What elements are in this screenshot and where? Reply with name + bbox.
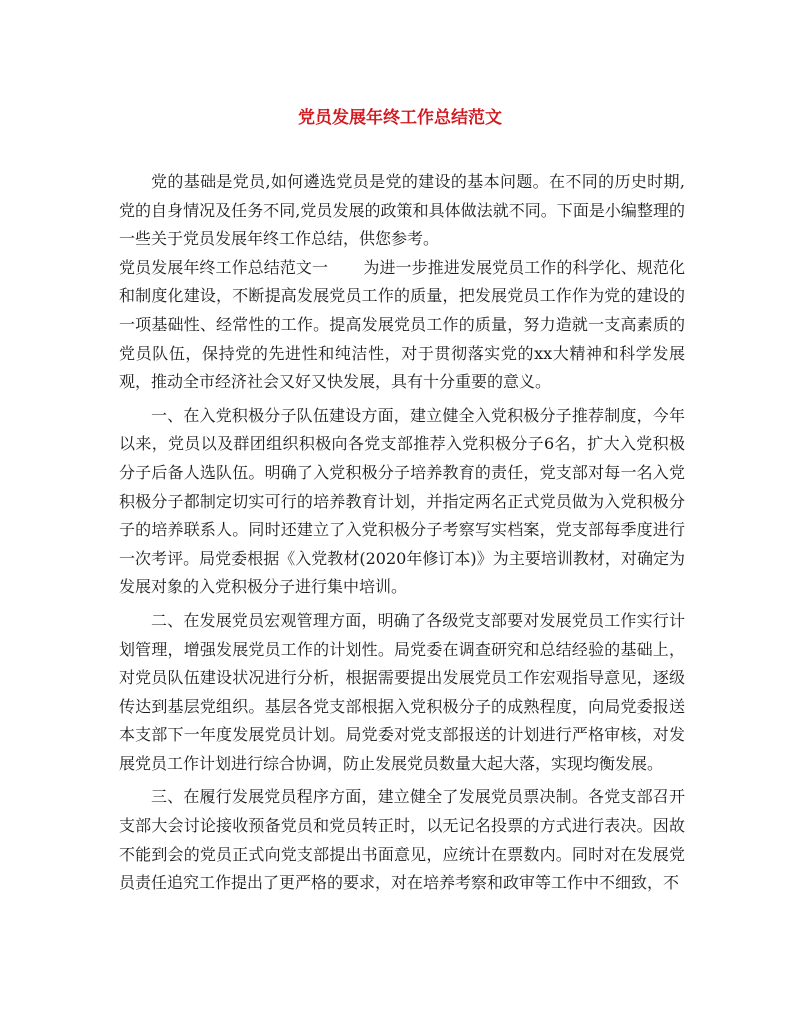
intro-paragraph: 党的基础是党员,如何遴选党员是党的建设的基本问题。在不同的历史时期,党的自身情况及任务不同,党员发展的政策和具体做法就不同。下面是小编整理的一些关于党员发展年终工作总结，供您参考。 xyxy=(119,172,685,249)
body-paragraph-1: 一、在入党积极分子队伍建设方面，建立健全入党积极分子推荐制度，今年以来，党员以及群团组织积极向各党支部推荐入党积极分子6名，扩大入党积极分子后备人选队伍。明确了入党积极分子培养教育的责任，党支部对每一名入党积极分子都制定切实可行的培养教育计划，并指定两名正式党员做为入党积极分子的培养联系人。同时还建立了入党积极分子考察写实档案，党支部每季度进行一次考评。局党委根据《入党教材(2020年修订本)》为主要培训教材，对确定为发展对象的入党积极分子进行集中培训。 xyxy=(119,405,685,597)
document-title: 党员发展年终工作总结范文 xyxy=(298,108,502,128)
body-paragraph-2: 二、在发展党员宏观管理方面，明确了各级党支部要对发展党员工作实行计划管理，增强发展党员工作的计划性。局党委在调查研究和总结经验的基础上，对党员队伍建设状况进行分析，根据需要提出发展党员工作宏观指导意见，逐级传达到基层党组织。基层各党支部根据入党积极分子的成熟程度，向局党委报送本支部下一年度发展党员计划。局党委对党支部报送的计划进行严格审核，对发展党员工作计划进行综合协调，防止发展党员数量大起大落，实现均衡发展。 xyxy=(119,610,685,773)
document-body xyxy=(119,168,685,898)
body-paragraph-3: 三、在履行发展党员程序方面，建立健全了发展党员票决制。各党支部召开支部大会讨论接收预备党员和党员转正时，以无记名投票的方式进行表决。因故不能到会的党员正式向党支部提出书面意见，应统计在票数内。同时对在发展党员责任追究工作提出了更严格的要求，对在培养考察和政审等工作中不细致，不 xyxy=(119,787,685,893)
section-lead-text: 为进一步推进发展党员工作的科学化、规范化和制度化建设，不断提高发展党员工作的质量，把发展党员工作作为党的建设的一项基础性、经常性的工作。提高发展党员工作的质量，努力造就一支高素质的党员队伍，保持党的先进性和纯洁性，对于贯彻落实党的xx大精神和科学发展观，推动全市经济社会又好又快发展，具有十分重要的意义。 xyxy=(119,257,685,392)
section-heading: 党员发展年终工作总结范文一 xyxy=(119,257,329,277)
section-paragraph xyxy=(119,254,685,397)
